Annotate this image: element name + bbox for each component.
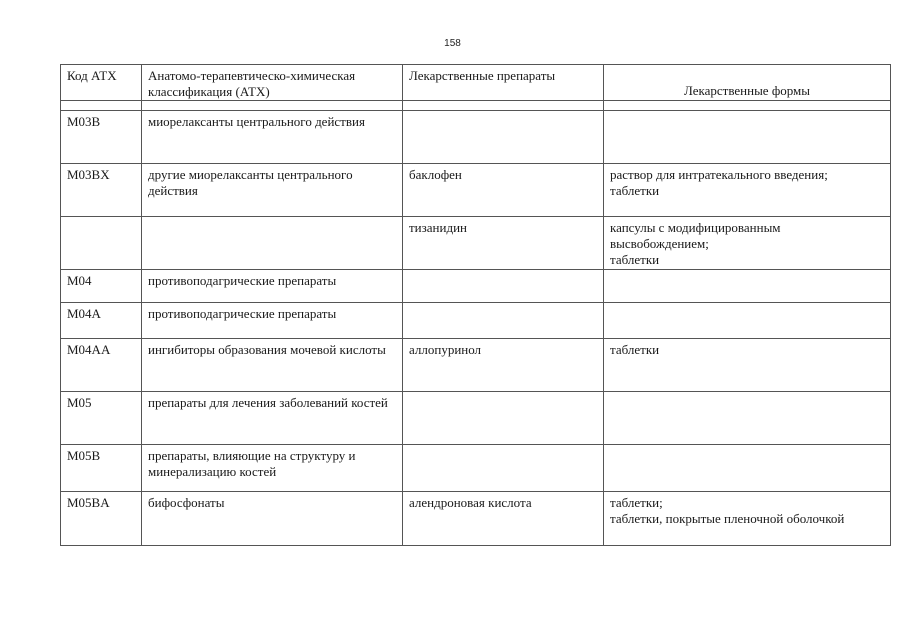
header-classification: Анатомо-терапевтическо-химическая классификация (АТХ) (142, 65, 403, 101)
header-code: Код АТХ (61, 65, 142, 101)
cell-drug (403, 392, 604, 445)
cell-forms (604, 270, 891, 303)
spacer-cell (142, 101, 403, 111)
cell-classification: бифосфонаты (142, 492, 403, 546)
cell-classification: ингибиторы образования мочевой кислоты (142, 339, 403, 392)
cell-code: M05 (61, 392, 142, 445)
cell-code: M05BA (61, 492, 142, 546)
cell-forms (604, 392, 891, 445)
cell-forms: раствор для интратекального введения; таблетки (604, 164, 891, 217)
table-header-row (61, 65, 891, 101)
atx-table (60, 64, 891, 546)
cell-classification: другие миорелаксанты центрального действия (142, 164, 403, 217)
cell-drug: алендроновая кислота (403, 492, 604, 546)
cell-classification: противоподагрические препараты (142, 303, 403, 339)
spacer-cell (604, 101, 891, 111)
cell-drug (403, 303, 604, 339)
cell-drug: баклофен (403, 164, 604, 217)
table-row (61, 217, 891, 270)
cell-forms (604, 111, 891, 164)
table-row (61, 270, 891, 303)
header-forms: Лекарственные формы (604, 65, 891, 101)
cell-drug: тизанидин (403, 217, 604, 270)
table-spacer-row (61, 101, 891, 111)
header-drugs: Лекарственные препараты (403, 65, 604, 101)
cell-code: M04AA (61, 339, 142, 392)
cell-drug (403, 111, 604, 164)
cell-classification: препараты для лечения заболеваний костей (142, 392, 403, 445)
cell-forms: таблетки; таблетки, покрытые пленочной оболочкой (604, 492, 891, 546)
cell-code (61, 217, 142, 270)
table-row (61, 392, 891, 445)
cell-code: M05B (61, 445, 142, 492)
cell-code: M03BX (61, 164, 142, 217)
cell-classification (142, 217, 403, 270)
cell-code: M04A (61, 303, 142, 339)
table-row (61, 339, 891, 392)
cell-drug (403, 445, 604, 492)
spacer-cell (61, 101, 142, 111)
cell-forms: капсулы с модифицированным высвобождением; таблетки (604, 217, 891, 270)
cell-forms (604, 445, 891, 492)
cell-code: M04 (61, 270, 142, 303)
cell-classification: препараты, влияющие на структуру и минерализацию костей (142, 445, 403, 492)
cell-classification: миорелаксанты центрального действия (142, 111, 403, 164)
cell-classification: противоподагрические препараты (142, 270, 403, 303)
cell-forms: таблетки (604, 339, 891, 392)
table-row (61, 445, 891, 492)
page-number: 158 (444, 38, 461, 49)
spacer-cell (403, 101, 604, 111)
cell-forms (604, 303, 891, 339)
cell-drug: аллопуринол (403, 339, 604, 392)
table-row (61, 303, 891, 339)
table-row (61, 164, 891, 217)
cell-drug (403, 270, 604, 303)
table-row (61, 111, 891, 164)
cell-code: M03B (61, 111, 142, 164)
table-row (61, 492, 891, 546)
